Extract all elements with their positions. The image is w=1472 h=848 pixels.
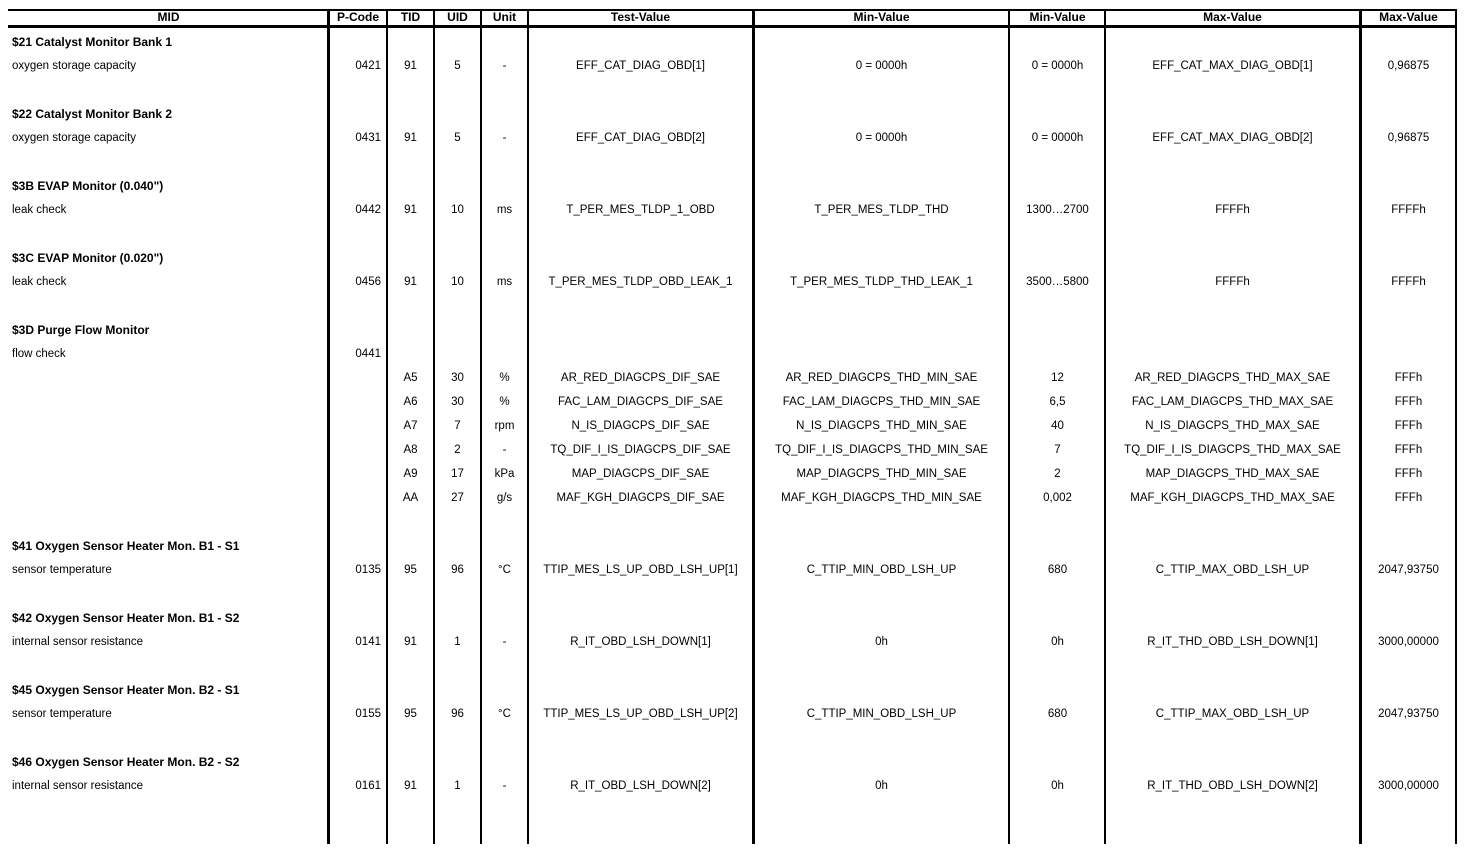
cell-min1: MAP_DIAGCPS_THD_MIN_SAE <box>796 468 967 480</box>
cell-unit: kPa <box>494 468 515 480</box>
cell-min1: MAF_KGH_DIAGCPS_THD_MIN_SAE <box>781 492 982 504</box>
cell-uid: 2 <box>454 444 461 456</box>
cell-description: sensor temperature <box>12 564 112 576</box>
cell-max1: EFF_CAT_MAX_DIAG_OBD[1] <box>1152 60 1313 72</box>
cell-tid: 91 <box>404 636 417 648</box>
section-title: $41 Oxygen Sensor Heater Mon. B1 - S1 <box>12 539 240 553</box>
cell-tid: 91 <box>404 276 417 288</box>
cell-uid: 27 <box>451 492 464 504</box>
cell-max2: FFFh <box>1394 468 1423 480</box>
cell-min1: T_PER_MES_TLDP_THD <box>814 204 949 216</box>
cell-max1: AR_RED_DIAGCPS_THD_MAX_SAE <box>1134 372 1331 384</box>
cell-pcode: 0161 <box>355 780 381 792</box>
cell-unit: - <box>502 444 507 456</box>
cell-uid: 10 <box>451 204 464 216</box>
cell-max1: FAC_LAM_DIAGCPS_THD_MAX_SAE <box>1131 396 1334 408</box>
cell-test: TTIP_MES_LS_UP_OBD_LSH_UP[1] <box>543 564 738 576</box>
cell-pcode: 0442 <box>355 204 381 216</box>
cell-min1: 0 = 0000h <box>855 60 908 72</box>
cell-max2: FFFFh <box>1391 204 1426 216</box>
cell-tid: 91 <box>404 60 417 72</box>
cell-tid: A5 <box>403 372 418 384</box>
cell-max1: R_IT_THD_OBD_LSH_DOWN[2] <box>1147 780 1318 792</box>
cell-min2: 7 <box>1054 444 1061 456</box>
cell-test: MAP_DIAGCPS_DIF_SAE <box>571 468 710 480</box>
cell-max1: TQ_DIF_I_IS_DIAGCPS_THD_MAX_SAE <box>1124 444 1341 456</box>
section-title: $21 Catalyst Monitor Bank 1 <box>12 35 173 49</box>
cell-min2: 0 = 0000h <box>1031 60 1084 72</box>
cell-tid: 95 <box>404 708 417 720</box>
cell-uid: 10 <box>451 276 464 288</box>
cell-pcode: 0135 <box>355 564 381 576</box>
cell-min2: 0h <box>1051 780 1064 792</box>
cell-unit: ms <box>496 204 513 216</box>
cell-min1: TQ_DIF_I_IS_DIAGCPS_THD_MIN_SAE <box>775 444 988 456</box>
header-min-value: Min-Value <box>853 10 910 24</box>
cell-min1: N_IS_DIAGCPS_THD_MIN_SAE <box>796 420 967 432</box>
cell-min2: 3500…5800 <box>1026 276 1089 288</box>
header-min-value-2: Min-Value <box>1029 10 1086 24</box>
cell-max1: N_IS_DIAGCPS_THD_MAX_SAE <box>1145 420 1320 432</box>
header-unit: Unit <box>492 10 517 24</box>
cell-max2: FFFh <box>1394 396 1423 408</box>
cell-tid: 95 <box>404 564 417 576</box>
cell-max2: FFFh <box>1394 372 1423 384</box>
cell-max2: FFFFh <box>1391 276 1426 288</box>
cell-max2: 3000,00000 <box>1378 636 1439 648</box>
cell-max1: MAF_KGH_DIAGCPS_THD_MAX_SAE <box>1130 492 1335 504</box>
cell-description: leak check <box>12 276 67 288</box>
cell-unit: g/s <box>496 492 513 504</box>
cell-max1: R_IT_THD_OBD_LSH_DOWN[1] <box>1147 636 1318 648</box>
cell-max1: FFFFh <box>1215 204 1250 216</box>
cell-unit: - <box>502 132 507 144</box>
cell-unit: rpm <box>494 420 515 432</box>
cell-min2: 0 = 0000h <box>1031 132 1084 144</box>
cell-min1: T_PER_MES_TLDP_THD_LEAK_1 <box>790 276 973 288</box>
cell-test: T_PER_MES_TLDP_1_OBD <box>566 204 715 216</box>
cell-max2: 3000,00000 <box>1378 780 1439 792</box>
cell-test: R_IT_OBD_LSH_DOWN[2] <box>570 780 711 792</box>
cell-max1: C_TTIP_MAX_OBD_LSH_UP <box>1155 708 1310 720</box>
cell-pcode: 0431 <box>355 132 381 144</box>
cell-test: FAC_LAM_DIAGCPS_DIF_SAE <box>558 396 723 408</box>
cell-min2: 6,5 <box>1049 396 1066 408</box>
cell-min1: C_TTIP_MIN_OBD_LSH_UP <box>806 708 957 720</box>
cell-unit: ms <box>496 276 513 288</box>
cell-uid: 96 <box>451 564 464 576</box>
cell-uid: 1 <box>454 780 461 792</box>
cell-max2: FFFh <box>1394 444 1423 456</box>
cell-description: oxygen storage capacity <box>12 60 137 72</box>
section-title: $3D Purge Flow Monitor <box>12 323 150 337</box>
cell-description: oxygen storage capacity <box>12 132 137 144</box>
section-title: $3B EVAP Monitor (0.040") <box>12 179 164 193</box>
cell-tid: A8 <box>403 444 418 456</box>
cell-test: TQ_DIF_I_IS_DIAGCPS_DIF_SAE <box>550 444 731 456</box>
cell-test: EFF_CAT_DIAG_OBD[2] <box>576 132 705 144</box>
cell-test: AR_RED_DIAGCPS_DIF_SAE <box>560 372 721 384</box>
cell-tid: AA <box>402 492 419 504</box>
header-test-value: Test-Value <box>610 10 671 24</box>
cell-uid: 5 <box>454 60 461 72</box>
cell-uid: 96 <box>451 708 464 720</box>
cell-max2: 2047,93750 <box>1378 708 1439 720</box>
section-title: $3C EVAP Monitor (0.020") <box>12 251 164 265</box>
cell-pcode: 0456 <box>355 276 381 288</box>
cell-tid: 91 <box>404 780 417 792</box>
cell-tid: 91 <box>404 132 417 144</box>
header-p-code: P-Code <box>337 10 379 24</box>
cell-unit: - <box>502 636 507 648</box>
cell-tid: A9 <box>403 468 418 480</box>
cell-min2: 0,002 <box>1043 492 1072 504</box>
cell-min2: 0h <box>1051 636 1064 648</box>
header-max-value-2: Max-Value <box>1379 10 1438 24</box>
cell-unit: - <box>502 780 507 792</box>
cell-uid: 17 <box>451 468 464 480</box>
header-uid: UID <box>447 10 468 24</box>
cell-max1: C_TTIP_MAX_OBD_LSH_UP <box>1155 564 1310 576</box>
cell-min1: 0h <box>875 636 888 648</box>
section-title: $46 Oxygen Sensor Heater Mon. B2 - S2 <box>12 755 240 769</box>
cell-pcode: 0155 <box>355 708 381 720</box>
cell-test: R_IT_OBD_LSH_DOWN[1] <box>570 636 711 648</box>
cell-max1: FFFFh <box>1215 276 1250 288</box>
cell-unit: % <box>499 372 510 384</box>
cell-max1: MAP_DIAGCPS_THD_MAX_SAE <box>1145 468 1320 480</box>
cell-max1: EFF_CAT_MAX_DIAG_OBD[2] <box>1152 132 1313 144</box>
cell-uid: 30 <box>451 372 464 384</box>
cell-uid: 7 <box>454 420 461 432</box>
cell-pcode: 0441 <box>355 348 381 360</box>
cell-pcode: 0141 <box>355 636 381 648</box>
cell-unit: - <box>502 60 507 72</box>
cell-min1: AR_RED_DIAGCPS_THD_MIN_SAE <box>785 372 978 384</box>
header-tid: TID <box>400 10 421 24</box>
cell-max2: FFFh <box>1394 420 1423 432</box>
cell-max2: 2047,93750 <box>1378 564 1439 576</box>
cell-min1: 0h <box>875 780 888 792</box>
cell-test: N_IS_DIAGCPS_DIF_SAE <box>571 420 710 432</box>
cell-description: sensor temperature <box>12 708 112 720</box>
cell-uid: 30 <box>451 396 464 408</box>
cell-max2: 0,96875 <box>1387 132 1430 144</box>
cell-min1: C_TTIP_MIN_OBD_LSH_UP <box>806 564 957 576</box>
cell-tid: A7 <box>403 420 418 432</box>
cell-test: TTIP_MES_LS_UP_OBD_LSH_UP[2] <box>543 708 738 720</box>
cell-min2: 1300…2700 <box>1026 204 1089 216</box>
cell-max2: FFFh <box>1394 492 1423 504</box>
cell-pcode: 0421 <box>355 60 381 72</box>
cell-min2: 40 <box>1051 420 1064 432</box>
cell-uid: 1 <box>454 636 461 648</box>
cell-description: internal sensor resistance <box>12 780 144 792</box>
section-title: $42 Oxygen Sensor Heater Mon. B1 - S2 <box>12 611 240 625</box>
cell-min1: 0 = 0000h <box>855 132 908 144</box>
cell-description: leak check <box>12 204 67 216</box>
cell-tid: 91 <box>404 204 417 216</box>
cell-tid: A6 <box>403 396 418 408</box>
cell-description: internal sensor resistance <box>12 636 144 648</box>
cell-min2: 2 <box>1054 468 1061 480</box>
header-max-value: Max-Value <box>1203 10 1262 24</box>
cell-max2: 0,96875 <box>1387 60 1430 72</box>
cell-unit: °C <box>498 564 511 576</box>
cell-description: flow check <box>12 348 66 360</box>
cell-min2: 680 <box>1047 708 1068 720</box>
cell-test: T_PER_MES_TLDP_OBD_LEAK_1 <box>548 276 733 288</box>
section-title: $45 Oxygen Sensor Heater Mon. B2 - S1 <box>12 683 240 697</box>
cell-unit: % <box>499 396 510 408</box>
cell-uid: 5 <box>454 132 461 144</box>
cell-min2: 680 <box>1047 564 1068 576</box>
cell-unit: °C <box>498 708 511 720</box>
cell-min1: FAC_LAM_DIAGCPS_THD_MIN_SAE <box>782 396 981 408</box>
section-title: $22 Catalyst Monitor Bank 2 <box>12 107 173 121</box>
cell-test: EFF_CAT_DIAG_OBD[1] <box>576 60 705 72</box>
cell-test: MAF_KGH_DIAGCPS_DIF_SAE <box>556 492 725 504</box>
cell-min2: 12 <box>1051 372 1064 384</box>
header-mid: MID <box>157 10 180 24</box>
